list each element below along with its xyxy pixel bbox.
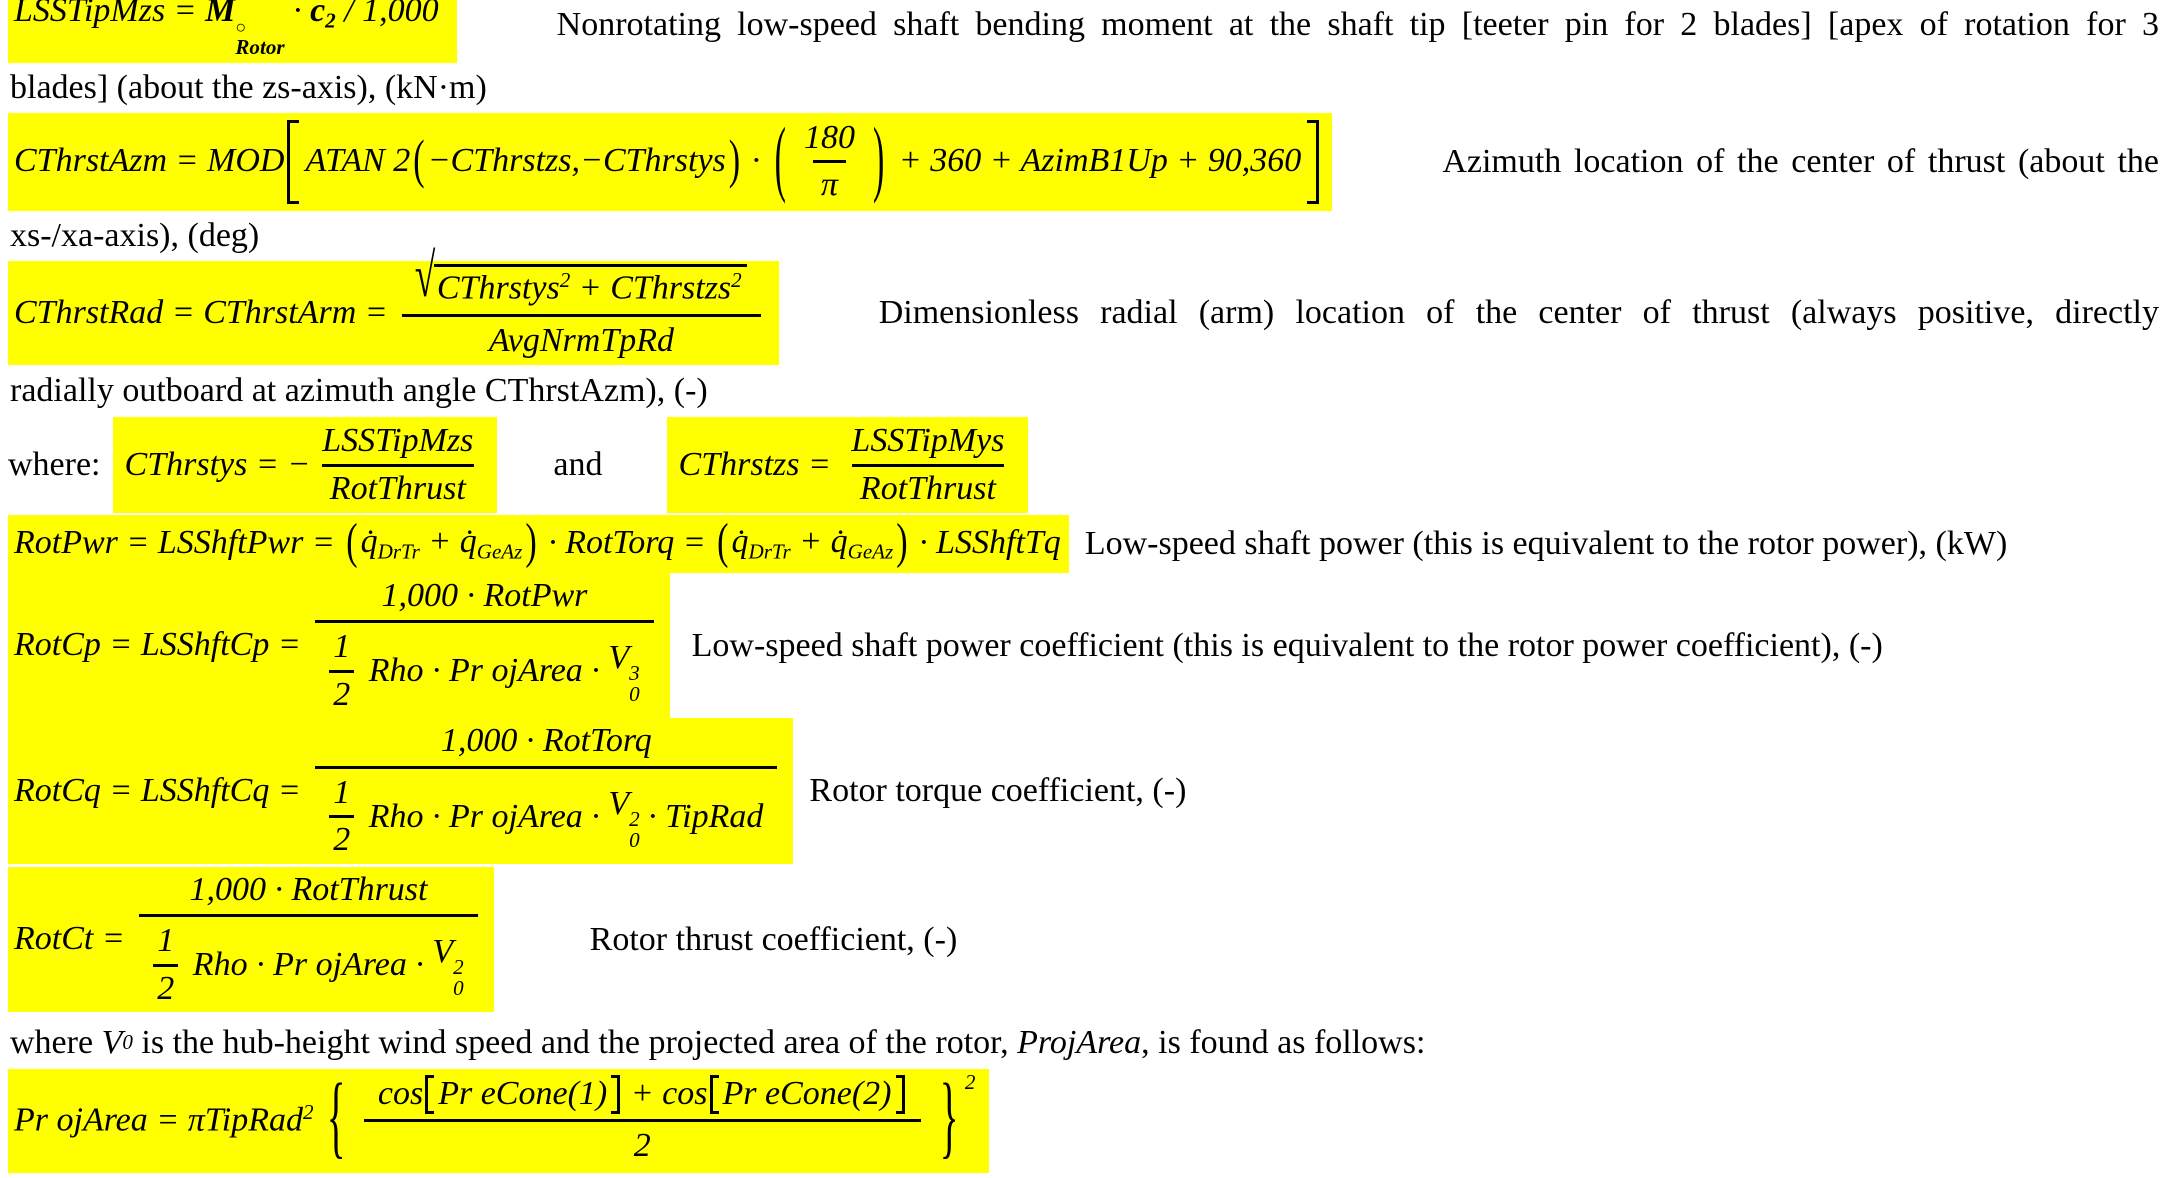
token-lhs: RotCt = — [14, 920, 134, 958]
token-num: 1,000 · RotThrust — [189, 870, 428, 908]
right-paren: ) — [728, 130, 741, 190]
token-lhs: RotCq = LSShftCq = — [14, 771, 310, 809]
right-paren: ) — [525, 515, 537, 569]
token-denmid: Rho · Pr ojArea · — [360, 652, 609, 690]
entry-lsstipmzs — [8, 0, 2159, 63]
formula-cthrstazm — [8, 113, 1332, 211]
token-plus: + — [622, 1075, 663, 1113]
left-paren: ( — [413, 130, 425, 190]
token-V-letter: V — [608, 784, 630, 822]
numerator — [315, 720, 777, 766]
right-curly-brace: } — [939, 1068, 959, 1169]
token-M-sub: Rotor — [235, 34, 285, 59]
denominator: 2 — [329, 815, 354, 862]
token-dentail: · TipRad — [639, 797, 764, 835]
token-b-sup: 2 — [731, 267, 742, 292]
radicand — [434, 264, 747, 311]
text-line-where-v0 — [8, 1015, 2159, 1069]
denominator — [139, 914, 477, 1010]
numerator: 180 — [803, 118, 855, 156]
token-qgroup2 — [731, 521, 893, 565]
radical-sign: √ — [414, 243, 436, 311]
numerator: 1 — [157, 922, 175, 960]
fraction-cthrstzs — [843, 420, 1012, 510]
text-line-radially: radially outboard at azimuth angle CThrstAzm), (-) — [10, 371, 708, 409]
left-square-bracket — [287, 120, 299, 204]
token-V-sub: 0 — [629, 827, 640, 852]
token-num: 1,000 · RotPwr — [381, 576, 588, 614]
fraction-one-half — [329, 772, 354, 862]
token-plus: + — [419, 523, 460, 561]
token-denmid: Rho · Pr ojArea · — [184, 946, 433, 984]
token-V-scripts — [629, 806, 640, 852]
fraction-projarea — [364, 1073, 921, 1167]
fraction-cthrstys — [314, 420, 481, 510]
token-lhs: RotPwr = LSShftPwr = — [14, 523, 344, 561]
token-q4: q̇ — [830, 523, 848, 561]
token-cos1: cos — [377, 1075, 424, 1113]
denominator: π — [813, 160, 846, 207]
token-q4-sub: GeAz — [847, 539, 894, 564]
token-lhs: CThrstys = − — [124, 445, 311, 483]
token-t1: where — [10, 1023, 102, 1061]
desc-rotpwr: Low-speed shaft power (this is equivalent to the rotor power), (kW) — [1084, 524, 2008, 562]
token-V — [608, 637, 639, 705]
formula-lsstipmzs — [8, 0, 457, 63]
denominator: 2 — [329, 670, 354, 717]
left-square-bracket — [710, 1075, 719, 1114]
token-M-scripts — [235, 16, 285, 59]
numerator: LSSTipMys — [851, 422, 1005, 460]
denominator — [402, 314, 761, 363]
left-paren: ( — [717, 515, 729, 569]
token-V-sup: 3 — [629, 661, 640, 686]
fraction-one-half — [329, 626, 354, 716]
token-q3: q̇ — [731, 523, 749, 561]
token-v: V — [101, 1023, 123, 1061]
numerator — [315, 575, 653, 621]
denominator — [315, 620, 653, 716]
token-qgroup1 — [361, 521, 523, 565]
denominator: RotThrust — [322, 464, 474, 511]
token-outer-sup: 2 — [964, 1070, 976, 1095]
token-c: c — [310, 0, 326, 29]
token-t3: , is found as follows: — [1141, 1023, 1426, 1061]
fraction-rotcp — [315, 575, 653, 717]
entry-rotcp — [8, 573, 2159, 719]
token-lhs: CThrstRad = CThrstArm = — [14, 293, 397, 331]
right-paren: ) — [896, 515, 908, 569]
formula-rotcp — [8, 573, 670, 719]
token-lhs: CThrstzs = — [678, 445, 840, 483]
token-a-sup: 2 — [559, 267, 571, 292]
fraction-rotcq — [315, 720, 777, 862]
desc-rotcq: Rotor torque coefficient, (-) — [809, 772, 1187, 809]
denominator — [315, 766, 777, 862]
formula-rotpwr — [8, 515, 1069, 573]
fraction-180-pi — [796, 117, 863, 207]
token-args: −CThrstzs,−CThrstys — [427, 142, 726, 180]
token-arg2: Pr eCone(2) — [722, 1075, 892, 1113]
numerator — [139, 869, 477, 915]
token-num: 1,000 · RotTorq — [440, 722, 652, 760]
token-V-scripts — [453, 957, 464, 999]
formula-cthrstys — [113, 417, 498, 513]
right-square-bracket — [896, 1075, 905, 1114]
token-M: M — [205, 0, 236, 29]
desc-rotcp: Low-speed shaft power coefficient (this is equivalent to the rotor power coefficient), (-) — [691, 626, 1883, 664]
entry-rotpwr — [8, 515, 2159, 573]
and-label: and — [553, 446, 603, 484]
token-v-sub: 0 — [122, 1030, 133, 1055]
token-c-sub: 2 — [325, 8, 336, 33]
denominator: RotThrust — [852, 464, 1004, 511]
left-square-bracket — [425, 1075, 434, 1114]
formula-cthrstrad — [8, 243, 779, 366]
token-lhs-text: Pr ojArea = πTipRad — [14, 1101, 303, 1139]
fraction-cthrstrad — [402, 243, 761, 363]
token-q2: q̇ — [459, 523, 477, 561]
entry-where-cthrst — [8, 417, 2159, 513]
token-V-sub: 0 — [629, 682, 640, 707]
entry-cthrstazm — [8, 113, 2159, 211]
denominator: 2 — [153, 964, 178, 1011]
token-den: AvgNrmTpRd — [488, 321, 675, 359]
token-tail: / 1,000 — [335, 0, 439, 29]
desc-lsstipmzs: Nonrotating low-speed shaft bending moment at the shaft tip [teeter pin for 2 blades] [apex of rotation for 3 — [556, 6, 2159, 44]
right-square-bracket — [1307, 120, 1319, 204]
formula-lsstipmzs-text — [14, 0, 439, 58]
entry-projarea — [8, 1069, 2159, 1173]
entry-rotct — [8, 867, 2159, 1013]
token: LSSTipMzs = — [14, 0, 206, 29]
numerator: 1 — [333, 773, 351, 811]
formula-cthrstzs — [667, 417, 1029, 513]
token-q2-sub: GeAz — [476, 539, 523, 564]
token-atan: ATAN 2 — [305, 142, 411, 180]
entry-rotcq — [8, 718, 2159, 864]
token-plus: + — [790, 523, 831, 561]
token-V — [608, 783, 639, 851]
token-cos2: cos — [662, 1075, 708, 1113]
token-mid: · RotTorq = — [539, 523, 715, 561]
numerator: LSSTipMzs — [322, 422, 474, 460]
formula-rotct — [8, 867, 494, 1013]
desc-rotct: Rotor thrust coefficient, (-) — [589, 920, 958, 958]
token-dot: · — [284, 0, 311, 29]
token-plus: + — [570, 269, 611, 307]
fraction-one-half — [153, 920, 178, 1010]
token-M-sup-circle: ○ — [235, 16, 247, 37]
token-denmid: Rho · Pr ojArea · — [360, 797, 609, 835]
token-V-sup: 2 — [453, 955, 464, 980]
formula-rotcq — [8, 718, 793, 864]
formula-projarea — [8, 1069, 989, 1173]
token-V — [432, 931, 463, 999]
token-tail: + 360 + AzimB1Up + 90,360 — [890, 142, 1302, 180]
entry-cthrstrad — [8, 243, 2159, 366]
token-V-letter: V — [608, 639, 630, 677]
where-label: where: — [8, 446, 101, 484]
token-a: CThrstys — [436, 269, 560, 307]
numerator — [402, 243, 761, 314]
token-V-sup: 2 — [629, 806, 640, 831]
left-curly-brace: { — [326, 1068, 346, 1169]
token-q1: q̇ — [360, 523, 378, 561]
token-q1-sub: DrTr — [377, 539, 420, 564]
token-lhs: CThrstAzm = MOD — [14, 142, 285, 180]
right-square-bracket — [611, 1075, 620, 1114]
text-line-xsxa: xs-/xa-axis), (deg) — [10, 216, 260, 254]
left-paren: ( — [346, 515, 358, 569]
token-V-letter: V — [432, 933, 454, 971]
numerator — [364, 1073, 921, 1119]
right-paren-big: ) — [872, 113, 885, 206]
fraction-rotct — [139, 869, 477, 1011]
text-line-blades: blades] (about the zs-axis), (kN·m) — [10, 68, 487, 106]
left-paren-big: ( — [774, 113, 786, 206]
token-V-scripts — [629, 663, 640, 705]
token-den: 2 — [633, 1126, 651, 1164]
token-arg1: Pr eCone(1) — [438, 1075, 608, 1113]
token-tail: · LSShftTq — [910, 523, 1061, 561]
token-projarea: ProjArea — [1017, 1023, 1142, 1061]
token-t2: is the hub-height wind speed and the projected area of the rotor, — [132, 1023, 1018, 1061]
token-lhs: RotCp = LSShftCp = — [14, 626, 310, 664]
desc-cthrstrad: Dimensionless radial (arm) location of the center of thrust (always positive, directly — [878, 293, 2159, 331]
token-V-sub: 0 — [453, 976, 464, 1001]
token-dot: · — [743, 142, 769, 180]
token-lhs — [14, 1099, 314, 1142]
token-lhs-sup: 2 — [303, 1099, 314, 1124]
numerator: 1 — [333, 628, 351, 666]
denominator — [364, 1119, 921, 1168]
token-b: CThrstzs — [610, 269, 732, 307]
desc-cthrstazm: Azimuth location of the center of thrust (about the — [1442, 142, 2159, 180]
token-q3-sub: DrTr — [748, 539, 791, 564]
